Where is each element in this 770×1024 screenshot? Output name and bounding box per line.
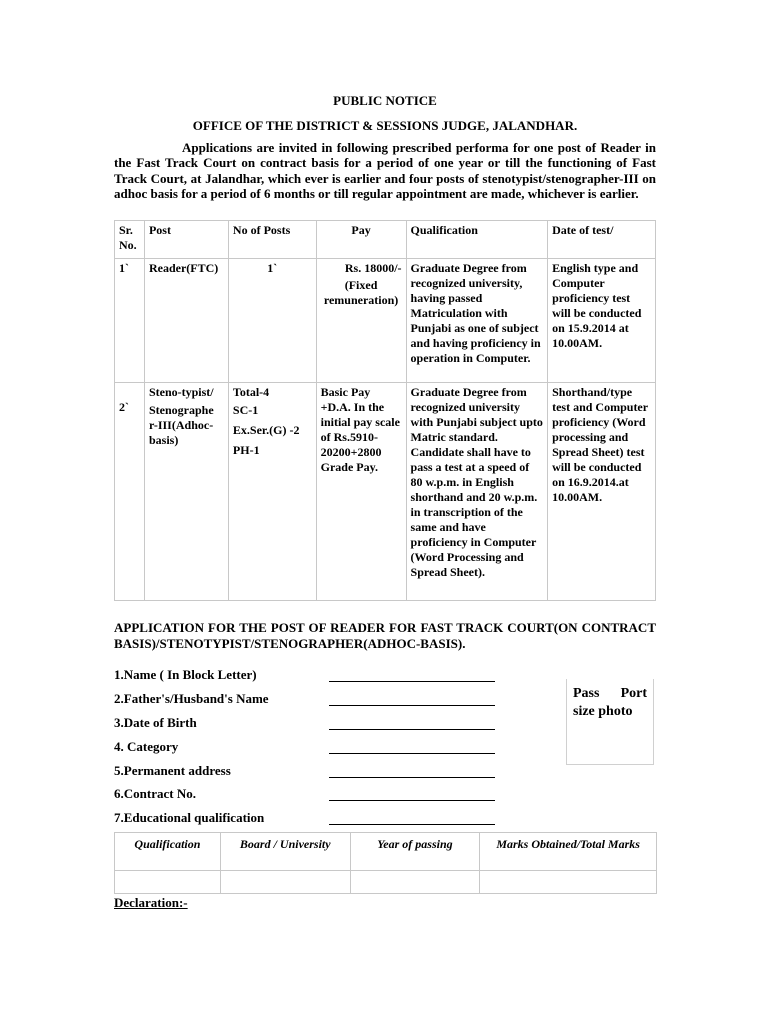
notice-title: PUBLIC NOTICE [333, 93, 437, 108]
form-label-dob: 3.Date of Birth [114, 715, 197, 730]
edu-cell-empty[interactable] [115, 871, 221, 894]
table-row [115, 259, 656, 383]
row2-post-a: Steno-typist/ [148, 385, 214, 399]
header-pay: Pay [316, 221, 406, 259]
form-label-address: 5.Permanent address [114, 763, 231, 778]
row2-qualification: Graduate Degree from recognized university with Punjabi subject upto Matric standard. Candidate shall have to pass a test at a speed of 80 w.p.m. in English shorthand and 20 w.p.m. in transcription of the same and have proficiency in Computer (Word Processing and Spread Sheet). [406, 383, 548, 601]
posts-table [114, 220, 656, 601]
row1-qualification: Graduate Degree from recognized university, having passed Matriculation with Punjabi as one of subject and having proficiency in operation in Computer. [406, 259, 548, 383]
intro-paragraph: Applications are invited in following prescribed performa for one post of Reader in the Fast Track Court on contract basis for a period of one year or till the functioning of Fast Track Court, at Jalandhar, which ever is earlier and four posts of stenotypist/stenographer-III on adhoc basis for a period of 6 months or till regular appointment are made, whichever is earlier. [114, 140, 656, 201]
table-row [115, 871, 657, 894]
row1-pay-cell [316, 259, 406, 383]
row2-no-exser: Ex.Ser.(G) -2 [232, 423, 300, 437]
edu-cell-empty[interactable] [480, 871, 657, 894]
table-row [115, 383, 656, 601]
row2-post-cell [144, 383, 228, 601]
form-line-contract[interactable] [329, 800, 495, 801]
edu-header-qualification: Qualification [115, 833, 221, 871]
header-post: Post [144, 221, 228, 259]
form-line-name[interactable] [329, 681, 495, 682]
photo-word2: Port [620, 686, 647, 701]
edu-header-year: Year of passing [350, 833, 480, 871]
row2-sr-cell [115, 383, 145, 601]
header-date: Date of test/ [548, 221, 656, 259]
declaration-heading: Declaration:- [114, 895, 188, 910]
form-line-father[interactable] [329, 705, 495, 706]
row2-sr: 2` [119, 400, 129, 414]
education-table [114, 832, 657, 894]
form-label-name: 1.Name ( In Block Letter) [114, 667, 257, 682]
edu-cell-empty[interactable] [220, 871, 350, 894]
photo-line2: size photo [573, 704, 633, 719]
office-name: OFFICE OF THE DISTRICT & SESSIONS JUDGE, JALANDHAR. [192, 118, 578, 133]
form-label-category: 4. Category [114, 739, 179, 754]
photo-word1: Pass [573, 686, 600, 701]
form-label-education: 7.Educational qualification [114, 810, 265, 825]
posts-header-row [115, 221, 656, 259]
edu-header-board: Board / University [220, 833, 350, 871]
header-sr: Sr. No. [115, 221, 145, 259]
row2-date: Shorthand/type test and Computer proficiency (Word processing and Spread Sheet) test will be conducted on 16.9.2014.at 10.00AM. [548, 383, 656, 601]
edu-header-marks: Marks Obtained/Total Marks [480, 833, 657, 871]
row2-no-total: Total-4 [232, 385, 270, 399]
form-line-category[interactable] [329, 753, 495, 754]
form-label-father: 2.Father's/Husband's Name [114, 691, 269, 706]
row2-no-of-posts-cell [228, 383, 316, 601]
row1-pay: Rs. 18000/- [344, 261, 402, 275]
header-no-of-posts: No of Posts [228, 221, 316, 259]
row2-no-sc: SC-1 [232, 403, 259, 417]
row1-pay-note: (Fixed remuneration) [323, 278, 399, 307]
form-label-contract: 6.Contract No. [114, 786, 196, 801]
form-line-dob[interactable] [329, 729, 495, 730]
form-line-education[interactable] [329, 824, 495, 825]
row1-post: Reader(FTC) [144, 259, 228, 383]
row2-post-b: Stenographe r-III(Adhoc-basis) [148, 403, 214, 447]
application-heading: APPLICATION FOR THE POST OF READER FOR FAST TRACK COURT(ON CONTRACT BASIS)/STENOTYPIST/STENOGRAPHER(ADHOC-BASIS). [114, 620, 656, 651]
form-line-address[interactable] [329, 777, 495, 778]
passport-photo-box [566, 679, 654, 765]
row1-date: English type and Computer proficiency test will be conducted on 15.9.2014 at 10.00AM. [548, 259, 656, 383]
row1-no-of-posts: 1` [228, 259, 316, 383]
row1-sr: 1` [115, 259, 145, 383]
row2-no-ph: PH-1 [232, 443, 260, 457]
header-qualification: Qualification [406, 221, 548, 259]
row2-pay: Basic Pay +D.A. In the initial pay scale of Rs.5910-20200+2800 Grade Pay. [316, 383, 406, 601]
edu-header-row [115, 833, 657, 871]
edu-cell-empty[interactable] [350, 871, 480, 894]
